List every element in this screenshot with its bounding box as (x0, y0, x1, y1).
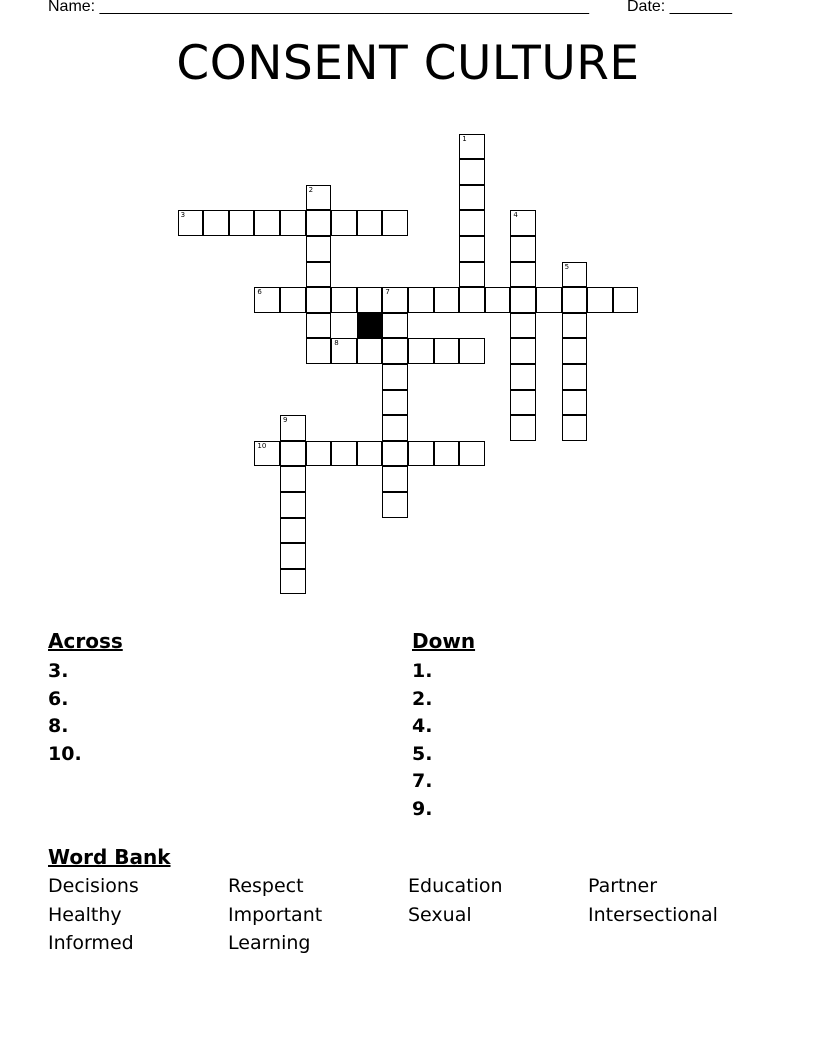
crossword-cell[interactable] (408, 441, 434, 467)
crossword-cell[interactable] (510, 210, 536, 236)
crossword-cell[interactable] (382, 364, 408, 390)
down-heading: Down (412, 629, 476, 653)
word-bank-item: Intersectional (588, 904, 718, 926)
crossword-cell[interactable] (562, 287, 588, 313)
crossword-cell[interactable] (587, 287, 613, 313)
clue-number: 4 (513, 211, 518, 220)
crossword-cell[interactable] (306, 262, 332, 288)
across-clue: 3. (48, 660, 69, 682)
crossword-cell[interactable] (382, 492, 408, 518)
crossword-cell[interactable] (613, 287, 639, 313)
crossword-cell[interactable] (459, 159, 485, 185)
crossword-cell[interactable] (203, 210, 229, 236)
across-clue-list (48, 658, 82, 768)
crossword-cell[interactable] (408, 287, 434, 313)
crossword-cell[interactable] (280, 569, 306, 595)
crossword-cell[interactable] (459, 134, 485, 160)
crossword-cell[interactable] (459, 262, 485, 288)
clue-number: 3 (180, 211, 186, 220)
crossword-cell[interactable] (306, 185, 332, 211)
crossword-cell[interactable] (434, 338, 460, 364)
crossword-cell[interactable] (382, 441, 408, 467)
page-title: CONSENT CULTURE (176, 36, 640, 91)
crossword-cell[interactable] (434, 441, 460, 467)
crossword-cell[interactable] (536, 287, 562, 313)
crossword-cell[interactable] (382, 313, 408, 339)
clue-number: 1 (462, 134, 467, 143)
word-bank-item: Sexual (408, 904, 472, 926)
crossword-cell[interactable] (280, 492, 306, 518)
crossword-cell[interactable] (331, 338, 357, 364)
crossword-cell[interactable] (485, 287, 511, 313)
crossword-cell[interactable] (459, 210, 485, 236)
crossword-cell[interactable] (510, 262, 536, 288)
date-field: Date: _______ (627, 0, 732, 15)
crossword-cell[interactable] (459, 287, 485, 313)
down-clue: 9. (412, 797, 433, 820)
down-clue: 1. (412, 660, 433, 682)
crossword-cell[interactable] (510, 338, 536, 364)
crossword-cell[interactable] (254, 210, 280, 236)
across-clue: 6. (48, 687, 69, 710)
word-bank-item: Education (408, 875, 503, 897)
crossword-cell[interactable] (459, 236, 485, 262)
crossword-cell[interactable] (510, 287, 536, 313)
crossword-cell[interactable] (510, 390, 536, 416)
across-heading: Across (48, 629, 123, 653)
crossword-cell[interactable] (306, 441, 332, 467)
crossword-cell[interactable] (562, 364, 588, 390)
crossword-cell[interactable] (562, 262, 588, 288)
crossword-cell[interactable] (382, 338, 408, 364)
clue-number: 8 (334, 339, 339, 348)
clue-number: 5 (564, 262, 570, 271)
crossword-cell[interactable] (382, 415, 408, 441)
crossword-cell[interactable] (331, 287, 357, 313)
down-clue: 2. (412, 687, 433, 710)
crossword-cell[interactable] (306, 210, 332, 236)
crossword-cell[interactable] (459, 338, 485, 364)
across-clue: 8. (48, 715, 69, 738)
crossword-cell[interactable] (357, 210, 383, 236)
name-field: Name: _______________________________________________________ (48, 0, 589, 15)
crossword-cell[interactable] (382, 210, 408, 236)
crossword-cell[interactable] (306, 313, 332, 339)
clue-number: 6 (257, 288, 262, 297)
crossword-cell[interactable] (306, 338, 332, 364)
crossword-cell[interactable] (408, 338, 434, 364)
crossword-cell[interactable] (562, 313, 588, 339)
crossword-cell[interactable] (510, 364, 536, 390)
crossword-cell[interactable] (510, 236, 536, 262)
crossword-cell[interactable] (306, 287, 332, 313)
crossword-cell[interactable] (562, 338, 588, 364)
clue-number: 7 (385, 288, 390, 297)
crossword-cell[interactable] (280, 543, 306, 569)
crossword-cell[interactable] (280, 466, 306, 492)
crossword-cell[interactable] (510, 415, 536, 441)
crossword-cell[interactable] (280, 210, 306, 236)
crossword-cell[interactable] (280, 287, 306, 313)
crossword-block (357, 313, 383, 339)
across-clue: 10. (48, 742, 82, 765)
crossword-cell[interactable] (459, 185, 485, 211)
crossword-cell[interactable] (382, 390, 408, 416)
word-bank-item: Decisions (48, 875, 139, 897)
word-bank-item: Partner (588, 875, 658, 897)
clue-number: 2 (308, 185, 314, 194)
clue-number: 10 (257, 441, 267, 450)
crossword-cell[interactable] (280, 415, 306, 441)
crossword-cell[interactable] (357, 338, 383, 364)
word-bank-heading: Word Bank (48, 845, 171, 869)
crossword-cell[interactable] (510, 313, 536, 339)
crossword-cell[interactable] (382, 287, 408, 313)
crossword-cell[interactable] (229, 210, 255, 236)
down-clue: 4. (412, 715, 433, 738)
crossword-cell[interactable] (306, 236, 332, 262)
word-bank-item: Informed (48, 932, 134, 954)
down-clue: 7. (412, 770, 433, 793)
down-clue-list (412, 658, 432, 824)
crossword-cell[interactable] (562, 415, 588, 441)
word-bank-item: Respect (228, 875, 304, 897)
crossword-cell[interactable] (459, 441, 485, 467)
word-bank-item: Healthy (48, 904, 122, 926)
crossword-cell[interactable] (357, 441, 383, 467)
word-bank-item: Learning (228, 932, 311, 954)
crossword-cell[interactable] (331, 441, 357, 467)
crossword-cell[interactable] (280, 441, 306, 467)
crossword-cell[interactable] (357, 287, 383, 313)
clue-number: 9 (283, 416, 288, 425)
crossword-cell[interactable] (562, 390, 588, 416)
crossword-cell[interactable] (254, 441, 280, 467)
crossword-cell[interactable] (331, 210, 357, 236)
crossword-cell[interactable] (434, 287, 460, 313)
word-bank-item: Important (228, 904, 323, 926)
down-clue: 5. (412, 742, 433, 765)
crossword-cell[interactable] (382, 466, 408, 492)
crossword-cell[interactable] (280, 518, 306, 544)
crossword-cell[interactable] (178, 210, 204, 236)
crossword-cell[interactable] (254, 287, 280, 313)
